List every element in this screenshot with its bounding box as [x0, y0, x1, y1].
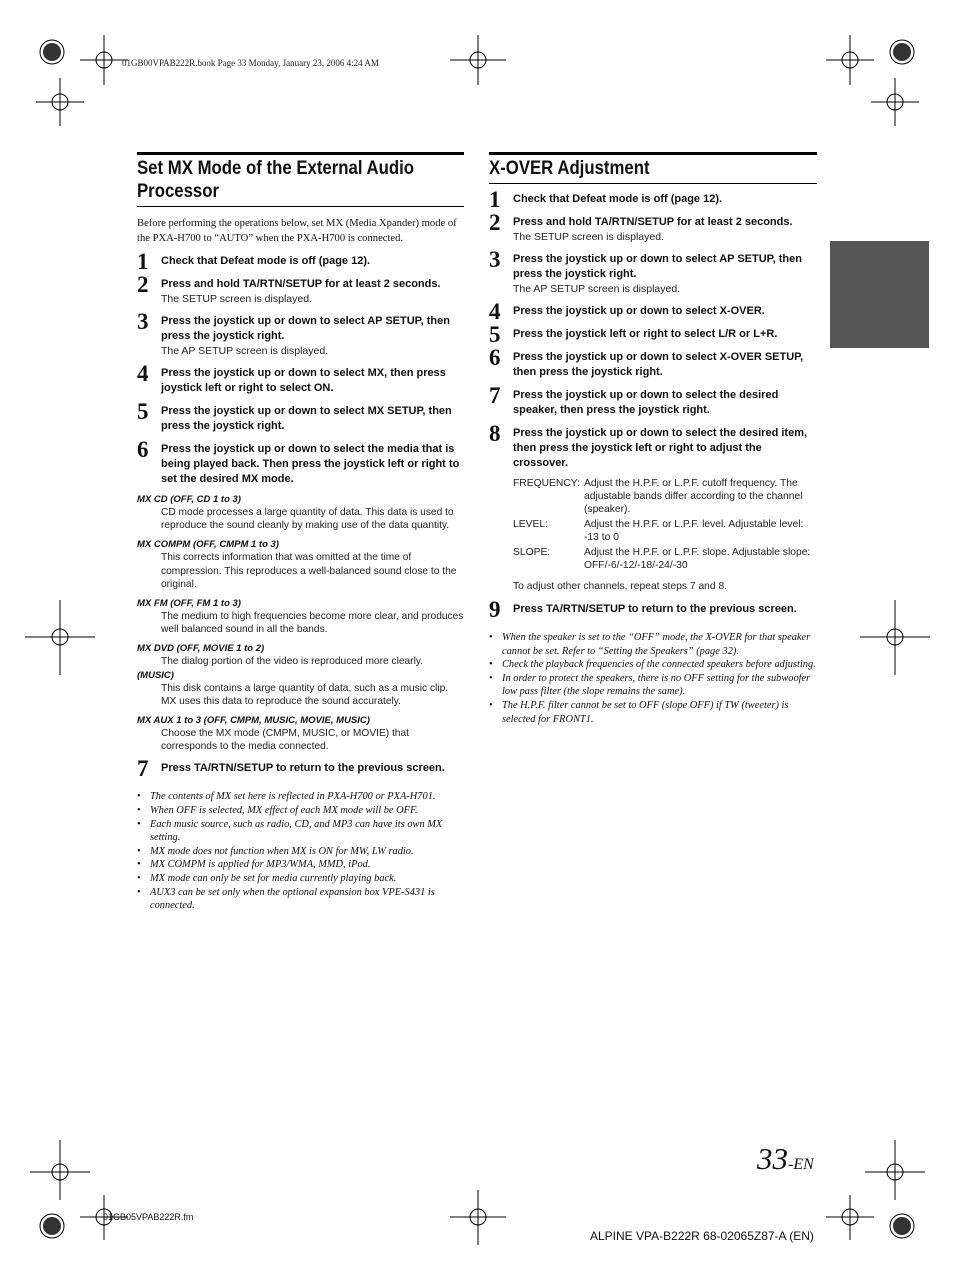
step — [489, 383, 817, 418]
note-item: • When OFF is selected, MX effect of each MX mode will be OFF. — [137, 804, 464, 818]
step-text: Press the joystick up or down to select AP SETUP, then press the joystick right. — [513, 253, 802, 280]
step-text: Press the joystick up or down to select MX SETUP, then press the joystick right. — [161, 405, 452, 432]
step-text: Press the joystick up or down to select AP SETUP, then press the joystick right. — [161, 315, 450, 342]
note-item: • Check the playback frequencies of the connected speakers before adjusting. — [489, 658, 817, 672]
step — [137, 272, 464, 306]
note-item: • MX COMPM is applied for MP3/WMA, MMD, iPod. — [137, 858, 464, 872]
step-number: 1 — [137, 249, 149, 274]
mode-description: This corrects information that was omitted at the time of compression. This reproduces a well-balanced sound close to the original. — [161, 552, 457, 590]
mode-heading: MX COMPM (OFF, CMPM 1 to 3) — [137, 539, 279, 551]
step-number: 9 — [489, 597, 501, 622]
note-item: • The H.P.F. filter cannot be set to OFF (slope OFF) if TW (tweeter) is selected for FRONT1. — [489, 699, 817, 726]
step-text: Press the joystick up or down to select MX, then press joystick left or right to select ON. — [161, 367, 446, 394]
mode-description: The medium to high frequencies become more clear, and produces well balanced sound in all the bands. — [161, 611, 464, 636]
step-number: 4 — [489, 299, 501, 324]
step — [489, 345, 817, 380]
intro-paragraph: Before performing the operations below, set MX (Media Xpander) mode of the PXA-H700 to “AUTO” when the PXA-H700 is connected. — [137, 218, 457, 244]
mode-description: This disk contains a large quantity of data, such as a music clip. MX uses this data to reproduce the sound accurately. — [161, 682, 449, 707]
step-number: 7 — [489, 383, 501, 408]
file-tag: 01GB05VPAB222R.fm — [103, 1212, 194, 1222]
settings-value: Adjust the H.P.F. or L.P.F. slope. Adjustable slope: OFF/-6/-12/-18/-24/-30 — [584, 547, 811, 571]
mode-heading: MX AUX 1 to 3 (OFF, CMPM, MUSIC, MOVIE, MUSIC) — [137, 715, 370, 727]
step-number: 1 — [489, 187, 501, 212]
step — [489, 187, 817, 212]
step-number: 8 — [489, 421, 501, 446]
step — [137, 399, 464, 434]
step-text: Press and hold TA/RTN/SETUP for at least 2 seconds. — [513, 216, 793, 228]
note-item: • AUX3 can be set only when the optional expansion box VPE-S431 is connected. — [137, 886, 464, 913]
step-text: Press TA/RTN/SETUP to return to the previous screen. — [161, 762, 445, 775]
step-text: Press the joystick up or down to select X-OVER SETUP, then press the joystick right. — [513, 351, 804, 378]
settings-value: Adjust the H.P.F. or L.P.F. cutoff frequency. The adjustable bands differ according to the channel (speaker). — [584, 478, 803, 515]
settings-key: FREQUENCY: — [513, 478, 580, 489]
settings-value: Adjust the H.P.F. or L.P.F. level. Adjustable level: -13 to 0 — [584, 519, 804, 543]
step-text: Check that Defeat mode is off (page 12). — [513, 193, 723, 205]
step-text: Press TA/RTN/SETUP to return to the previous screen. — [513, 603, 797, 615]
step-number: 6 — [489, 345, 501, 370]
note-item: • When the speaker is set to the “OFF” mode, the X-OVER for that speaker cannot be set. Refer to “Setting the Speakers” (page 32). — [489, 631, 817, 658]
step-note: The SETUP screen is displayed. — [513, 231, 664, 243]
step-note: The AP SETUP screen is displayed. — [161, 345, 329, 357]
footer-text: ALPINE VPA-B222R 68-02065Z87-A (EN) — [590, 1229, 814, 1243]
step-number: 5 — [489, 322, 501, 347]
step-number: 3 — [489, 247, 501, 272]
mode-description: CD mode processes a large quantity of data. This data is used to reproduce the sound cleanly by making use of the data quantity. — [161, 507, 454, 532]
step — [489, 247, 817, 296]
file-header: 01GB00VPAB222R.book Page 33 Monday, January 23, 2006 4:24 AM — [122, 58, 379, 68]
settings-key: LEVEL: — [513, 519, 548, 530]
step — [137, 361, 464, 396]
mode-heading: (MUSIC) — [137, 669, 174, 681]
left-column — [137, 152, 464, 913]
note-item: • In order to protect the speakers, there is no OFF setting for the subwoofer low pass filter (the slope remains the same). — [489, 672, 817, 699]
step-text: Check that Defeat mode is off (page 12). — [161, 255, 371, 267]
mode-heading: MX CD (OFF, CD 1 to 3) — [137, 494, 241, 505]
section-tab — [830, 241, 929, 348]
right-column — [489, 152, 817, 726]
step-number: 3 — [137, 309, 149, 334]
step-number: 4 — [137, 361, 149, 386]
notes-list — [489, 631, 817, 726]
note-item: • The contents of MX set here is reflected in PXA-H700 or PXA-H701. — [137, 790, 464, 804]
mode-description: The dialog portion of the video is reproduced more clearly. — [161, 656, 423, 668]
note-item: • Each music source, such as radio, CD, and MP3 can have its own MX setting. — [137, 818, 464, 845]
step-text: Press the joystick up or down to select the desired item, then press the joystick left or right to adjust the crossover. — [513, 427, 808, 469]
step-note: The SETUP screen is displayed. — [161, 293, 312, 305]
step-number: 5 — [137, 399, 149, 424]
step-number: 6 — [137, 437, 149, 462]
step — [137, 249, 464, 274]
step — [489, 421, 817, 471]
step-text: Press the joystick up or down to select the media that is being played back. Then press the joystick left or right to set the desired MX mode. — [161, 443, 460, 485]
mode-heading: MX FM (OFF, FM 1 to 3) — [137, 598, 241, 610]
step — [489, 322, 817, 347]
step-text: Press the joystick up or down to select X-OVER. — [513, 305, 765, 317]
section-title-mx: Set MX Mode of the External Audio Processor — [137, 152, 464, 207]
repeat-note: To adjust other channels, repeat steps 7 and 8. — [513, 581, 728, 592]
step-number: 2 — [137, 272, 149, 297]
note-item: • MX mode can only be set for media currently playing back. — [137, 872, 464, 886]
settings-table — [513, 477, 817, 572]
step-number: 7 — [137, 756, 149, 782]
step-number: 2 — [489, 210, 501, 235]
settings-key: SLOPE: — [513, 547, 551, 558]
step-text: Press the joystick left or right to select L/R or L+R. — [513, 328, 778, 340]
step — [489, 597, 817, 622]
step — [137, 437, 464, 487]
section-title-xover: X-OVER Adjustment — [489, 152, 817, 184]
step — [137, 756, 464, 782]
settings-row — [513, 518, 817, 544]
step-text: Press and hold TA/RTN/SETUP for at least 2 seconds. — [161, 278, 441, 290]
notes-list — [137, 790, 464, 912]
mode-heading: MX DVD (OFF, MOVIE 1 to 2) — [137, 643, 265, 655]
step — [489, 299, 817, 324]
settings-row — [513, 477, 817, 516]
step — [489, 210, 817, 244]
step — [137, 309, 464, 358]
page-number: 33-EN — [757, 1141, 814, 1176]
note-item: • MX mode does not function when MX is ON for MW, LW radio. — [137, 845, 464, 859]
step-text: Press the joystick up or down to select the desired speaker, then press the joystick right. — [513, 389, 779, 416]
step-note: The AP SETUP screen is displayed. — [513, 283, 681, 295]
settings-row — [513, 546, 817, 572]
mode-description: Choose the MX mode (CMPM, MUSIC, or MOVIE) that corresponds to the media connected. — [161, 728, 409, 753]
